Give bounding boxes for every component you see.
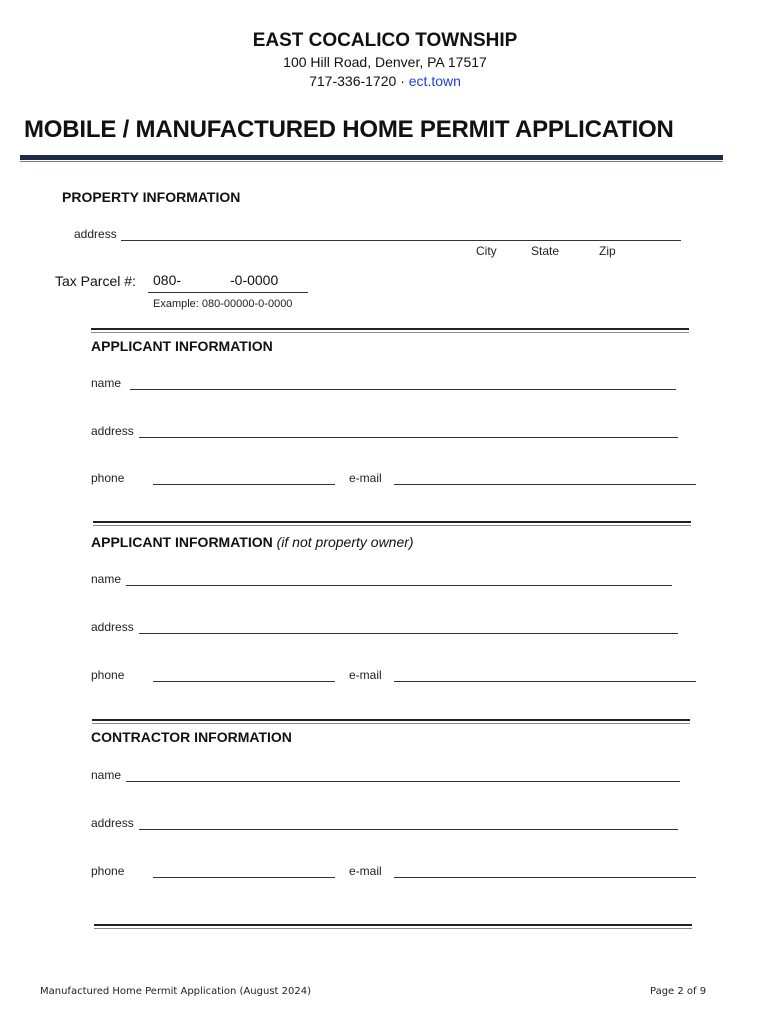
contractor-address-field[interactable] — [139, 829, 678, 830]
applicant-phone-label: phone — [91, 471, 125, 485]
tax-parcel-prefix: 080- — [153, 272, 182, 288]
section-divider-4 — [94, 924, 692, 926]
property-address-label: address — [74, 227, 117, 241]
contractor-phone-field[interactable] — [153, 877, 335, 878]
applicant2-heading-note: (if not property owner) — [276, 534, 414, 550]
title-rule-shadow — [20, 161, 723, 162]
city-label: City — [476, 244, 497, 258]
applicant2-address-label: address — [91, 620, 134, 634]
applicant2-name-field[interactable] — [126, 585, 672, 586]
applicant-name-label: name — [91, 376, 122, 390]
applicant-email-label: e-mail — [349, 471, 382, 485]
tax-parcel-field[interactable] — [148, 292, 308, 293]
section-divider-4-shadow — [94, 928, 692, 929]
section-divider-1 — [91, 328, 689, 330]
applicant-name-field[interactable] — [130, 389, 676, 390]
section-divider-1-shadow — [91, 332, 689, 333]
section-divider-3-shadow — [92, 723, 690, 724]
applicant-address-field[interactable] — [139, 437, 678, 438]
applicant2-address-field[interactable] — [139, 633, 678, 634]
township-website-link[interactable]: ect.town — [408, 73, 461, 89]
township-phone: 717-336-1720 — [309, 73, 397, 89]
footer-page-number: Page 2 of 9 — [650, 986, 707, 997]
township-contact — [0, 73, 770, 89]
contractor-email-label: e-mail — [349, 864, 382, 878]
applicant2-phone-field[interactable] — [153, 681, 335, 682]
section-divider-3 — [92, 719, 690, 721]
applicant-email-field[interactable] — [394, 484, 696, 485]
contact-separator: · — [400, 73, 405, 89]
applicant-heading: APPLICANT INFORMATION — [91, 338, 273, 354]
property-address-field[interactable] — [121, 240, 681, 241]
township-name: EAST COCALICO TOWNSHIP — [252, 30, 518, 51]
applicant2-heading-text: APPLICANT INFORMATION — [91, 534, 273, 550]
applicant-phone-field[interactable] — [153, 484, 335, 485]
zip-label: Zip — [599, 244, 616, 258]
township-address: 100 Hill Road, Denver, PA 17517 — [283, 54, 487, 70]
tax-parcel-example: Example: 080-00000-0-0000 — [153, 298, 293, 310]
footer-document-title: Manufactured Home Permit Application (August 2024) — [40, 986, 311, 997]
applicant2-email-label: e-mail — [349, 668, 382, 682]
section-divider-2-shadow — [93, 525, 691, 526]
applicant2-name-label: name — [91, 572, 122, 586]
contractor-phone-label: phone — [91, 864, 125, 878]
page-title: MOBILE / MANUFACTURED HOME PERMIT APPLICATION — [24, 116, 674, 143]
tax-parcel-suffix: -0-0000 — [230, 272, 279, 288]
applicant2-email-field[interactable] — [394, 681, 696, 682]
section-divider-2 — [93, 521, 691, 523]
applicant2-phone-label: phone — [91, 668, 125, 682]
applicant-address-label: address — [91, 424, 134, 438]
contractor-name-field[interactable] — [126, 781, 680, 782]
contractor-email-field[interactable] — [394, 877, 696, 878]
contractor-heading: CONTRACTOR INFORMATION — [91, 729, 292, 745]
applicant2-heading — [91, 534, 414, 550]
state-label: State — [531, 244, 560, 258]
title-rule — [20, 155, 723, 160]
property-heading: PROPERTY INFORMATION — [62, 189, 241, 205]
contractor-address-label: address — [91, 816, 134, 830]
contractor-name-label: name — [91, 768, 122, 782]
tax-parcel-label: Tax Parcel #: — [55, 273, 136, 289]
